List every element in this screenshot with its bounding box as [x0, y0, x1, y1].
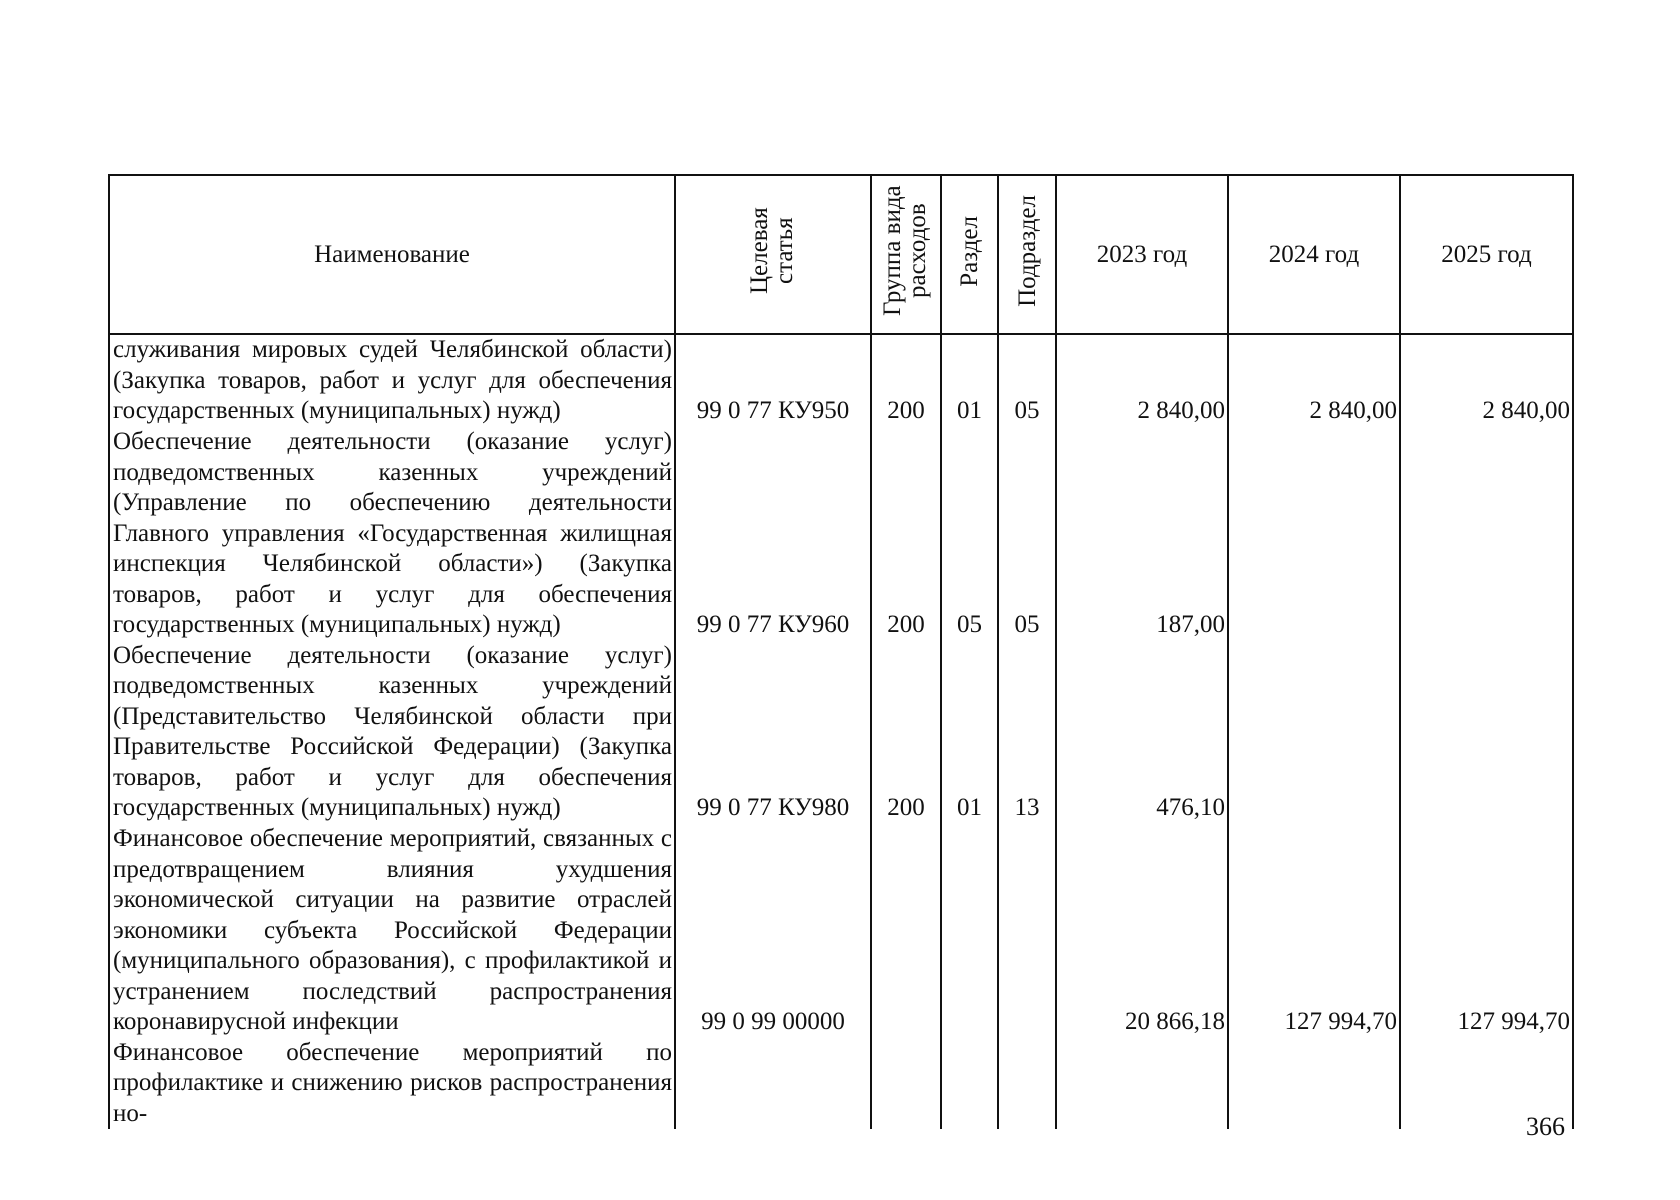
header-razdel: Раздел — [941, 175, 998, 334]
row-razdel: 01 — [941, 641, 998, 824]
row-2024 — [1228, 1038, 1400, 1130]
row-podrazdel — [998, 824, 1056, 1038]
row-razdel: 01 — [941, 334, 998, 427]
header-year-2025: 2025 год — [1400, 175, 1573, 334]
row-code: 99 0 99 00000 — [675, 824, 871, 1038]
row-name: служивания мировых судей Челябинской области) (Закупка товаров, работ и услуг для обеспечения государственных (муниципальных) нужд) — [109, 334, 675, 427]
row-2025: 2 840,00 — [1400, 334, 1573, 427]
table-row — [109, 641, 1573, 824]
row-code — [675, 1038, 871, 1130]
row-2024: 2 840,00 — [1228, 334, 1400, 427]
row-2023: 187,00 — [1056, 427, 1228, 641]
row-2025 — [1400, 641, 1573, 824]
row-podrazdel — [998, 1038, 1056, 1130]
row-code: 99 0 77 КУ960 — [675, 427, 871, 641]
header-code: Целевая статья — [675, 175, 871, 334]
row-name: Финансовое обеспечение мероприятий по профилактике и снижению рисков распространения но- — [109, 1038, 675, 1130]
budget-table — [108, 174, 1574, 1129]
page-number: 366 — [1526, 1112, 1565, 1141]
header-year-2023: 2023 год — [1056, 175, 1228, 334]
row-2023: 20 866,18 — [1056, 824, 1228, 1038]
table-row — [109, 427, 1573, 641]
row-group — [871, 824, 941, 1038]
row-razdel — [941, 1038, 998, 1130]
row-2023 — [1056, 1038, 1228, 1130]
row-group: 200 — [871, 641, 941, 824]
row-razdel — [941, 824, 998, 1038]
row-podrazdel: 05 — [998, 334, 1056, 427]
row-2024 — [1228, 427, 1400, 641]
row-2024: 127 994,70 — [1228, 824, 1400, 1038]
row-razdel: 05 — [941, 427, 998, 641]
table-row — [109, 1038, 1573, 1130]
row-2025: 127 994,70 — [1400, 824, 1573, 1038]
row-2024 — [1228, 641, 1400, 824]
header-name: Наименование — [109, 175, 675, 334]
row-code: 99 0 77 КУ980 — [675, 641, 871, 824]
row-name: Обеспечение деятельности (оказание услуг) подведомственных казенных учреждений (Представительство Челябинской области при Правительстве Российской Федерации) (Закупка товаров, работ и услуг для обеспечения государственных (муниципальных) нужд) — [109, 641, 675, 824]
header-year-2024: 2024 год — [1228, 175, 1400, 334]
row-podrazdel: 05 — [998, 427, 1056, 641]
row-podrazdel: 13 — [998, 641, 1056, 824]
row-code: 99 0 77 КУ950 — [675, 334, 871, 427]
row-group — [871, 1038, 941, 1130]
row-name: Обеспечение деятельности (оказание услуг) подведомственных казенных учреждений (Управление по обеспечению деятельности Главного управления «Государственная жилищная инспекция Челябинской области») (Закупка товаров, работ и услуг для обеспечения государственных (муниципальных) нужд) — [109, 427, 675, 641]
row-group: 200 — [871, 427, 941, 641]
row-2023: 476,10 — [1056, 641, 1228, 824]
table-row — [109, 334, 1573, 427]
row-name: Финансовое обеспечение мероприятий, связанных с предотвращением влияния ухудшения экономической ситуации на развитие отраслей экономики субъекта Российской Федерации (муниципального образования), с профилактикой и устранением последствий распространения коронавирусной инфекции — [109, 824, 675, 1038]
row-2025 — [1400, 427, 1573, 641]
row-group: 200 — [871, 334, 941, 427]
row-2023: 2 840,00 — [1056, 334, 1228, 427]
header-podrazdel: Подраздел — [998, 175, 1056, 334]
table-row — [109, 824, 1573, 1038]
table-header-row — [109, 175, 1573, 334]
header-group: Группа вида расходов — [871, 175, 941, 334]
